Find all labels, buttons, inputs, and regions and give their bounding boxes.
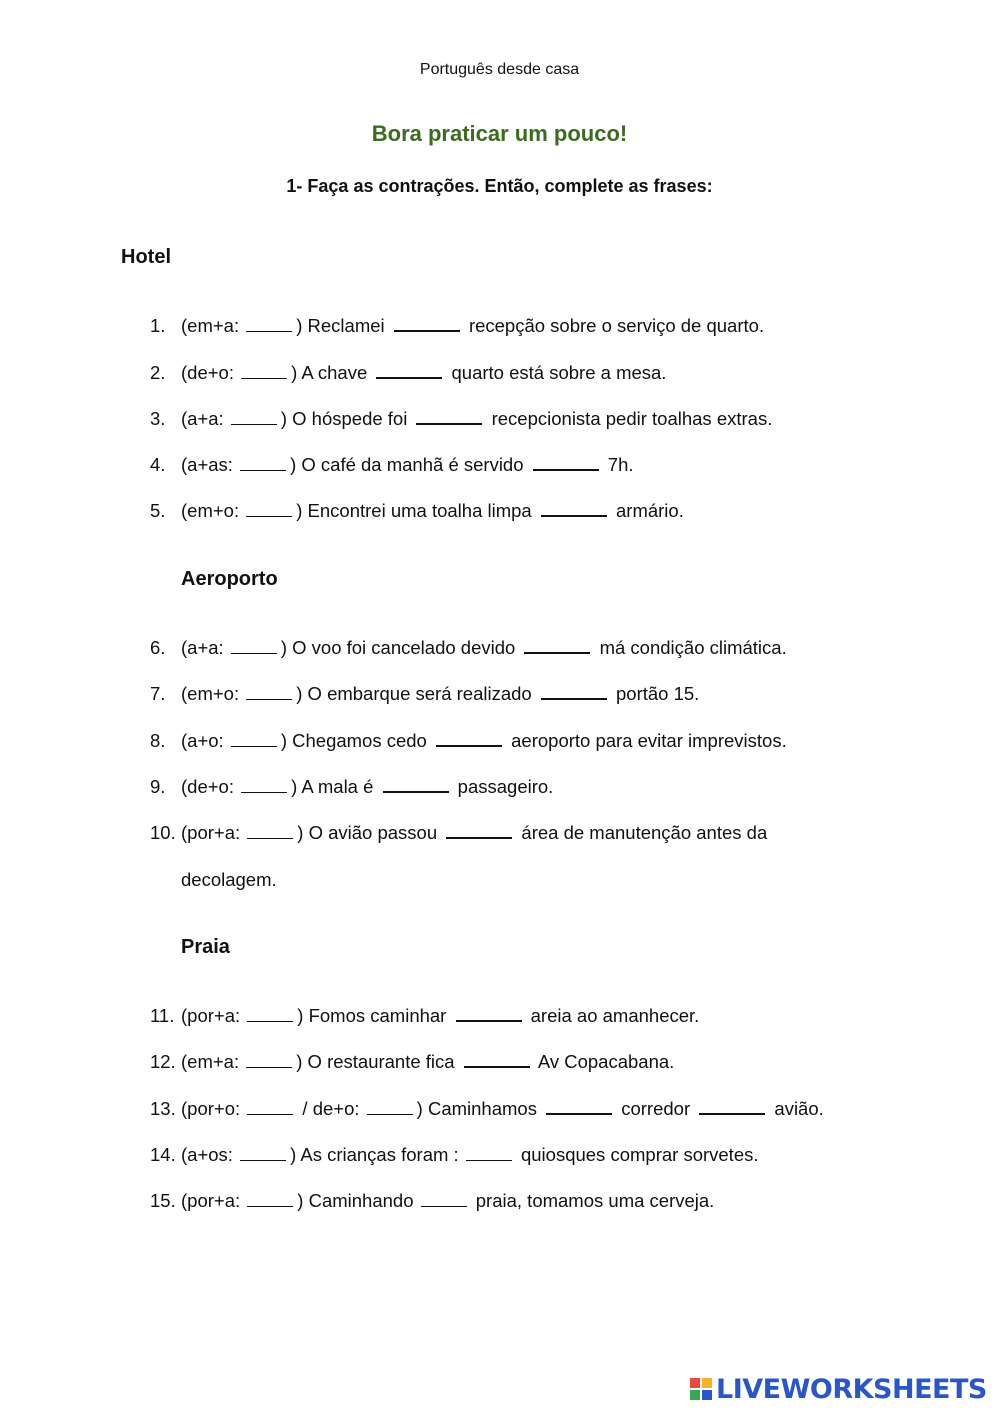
answer-blank[interactable]	[466, 1159, 512, 1161]
exercise-item-1: 1. (em+a: ) Reclamei recepção sobre o serviço de quarto.	[150, 315, 765, 336]
contraction-blank[interactable]	[246, 515, 292, 517]
contraction-blank[interactable]	[247, 1020, 293, 1022]
answer-blank[interactable]	[546, 1112, 612, 1115]
exercise-item-4: 4. (a+as: ) O café da manhã é servido 7h.	[150, 454, 634, 475]
exercise-item-9: 9. (de+o: ) A mala é passageiro.	[150, 776, 554, 797]
exercise-item-10-continuation: decolagem.	[181, 869, 277, 890]
section-hotel: Hotel	[121, 246, 171, 268]
answer-blank[interactable]	[533, 468, 599, 471]
page-title: Bora praticar um pouco!	[371, 121, 628, 146]
exercise-item-11: 11. (por+a: ) Fomos caminhar areia ao amanhecer.	[150, 1005, 700, 1026]
contraction-blank[interactable]	[231, 745, 277, 747]
answer-blank[interactable]	[383, 790, 449, 793]
answer-blank[interactable]	[456, 1019, 522, 1022]
contraction-blank[interactable]	[367, 1113, 413, 1115]
exercise-item-10: 10. (por+a: ) O avião passou área de manutenção antes da	[150, 822, 768, 843]
contraction-blank[interactable]	[247, 1113, 293, 1115]
contraction-blank[interactable]	[246, 330, 292, 332]
exercise-item-8: 8. (a+o: ) Chegamos cedo aeroporto para evitar imprevistos.	[150, 730, 787, 751]
contraction-blank[interactable]	[240, 1159, 286, 1161]
exercise-item-2: 2. (de+o: ) A chave quarto está sobre a mesa.	[150, 362, 667, 383]
answer-blank[interactable]	[394, 329, 460, 332]
contraction-blank[interactable]	[246, 698, 292, 700]
exercise-item-14: 14. (a+os: ) As crianças foram : quiosques comprar sorvetes.	[150, 1144, 759, 1165]
answer-blank[interactable]	[541, 514, 607, 517]
exercise-item-7: 7. (em+o: ) O embarque será realizado portão 15.	[150, 683, 700, 704]
contraction-blank[interactable]	[241, 791, 287, 793]
exercise-item-12: 12. (em+a: ) O restaurante fica Av Copacabana.	[150, 1051, 675, 1072]
page-header: Português desde casa	[419, 61, 580, 78]
section-aeroporto: Aeroporto	[181, 568, 278, 590]
answer-blank[interactable]	[436, 744, 502, 747]
contraction-blank[interactable]	[247, 1205, 293, 1207]
exercise-item-15: 15. (por+a: ) Caminhando praia, tomamos uma cerveja.	[150, 1190, 715, 1211]
answer-blank[interactable]	[421, 1205, 467, 1207]
exercise-item-13: 13. (por+o: / de+o: ) Caminhamos corredor avião.	[150, 1098, 824, 1119]
answer-blank[interactable]	[541, 697, 607, 700]
answer-blank[interactable]	[416, 422, 482, 425]
logo-mark-icon	[690, 1378, 712, 1400]
answer-blank[interactable]	[446, 836, 512, 839]
contraction-blank[interactable]	[241, 377, 287, 379]
logo-text: LIVEWORKSHEETS	[716, 1373, 987, 1405]
exercise-item-3: 3. (a+a: ) O hóspede foi recepcionista pedir toalhas extras.	[150, 408, 773, 429]
answer-blank[interactable]	[524, 651, 590, 654]
exercise-item-5: 5. (em+o: ) Encontrei uma toalha limpa armário.	[150, 500, 684, 521]
contraction-blank[interactable]	[231, 652, 277, 654]
answer-blank[interactable]	[376, 376, 442, 379]
liveworksheets-logo[interactable]	[690, 1372, 987, 1406]
contraction-blank[interactable]	[231, 423, 277, 425]
contraction-blank[interactable]	[246, 1066, 292, 1068]
answer-blank[interactable]	[699, 1112, 765, 1115]
instruction: 1- Faça as contrações. Então, complete as frases:	[286, 176, 713, 196]
exercise-item-6: 6. (a+a: ) O voo foi cancelado devido má condição climática.	[150, 637, 787, 658]
section-praia: Praia	[181, 936, 230, 958]
contraction-blank[interactable]	[247, 837, 293, 839]
answer-blank[interactable]	[464, 1065, 530, 1068]
contraction-blank[interactable]	[240, 469, 286, 471]
